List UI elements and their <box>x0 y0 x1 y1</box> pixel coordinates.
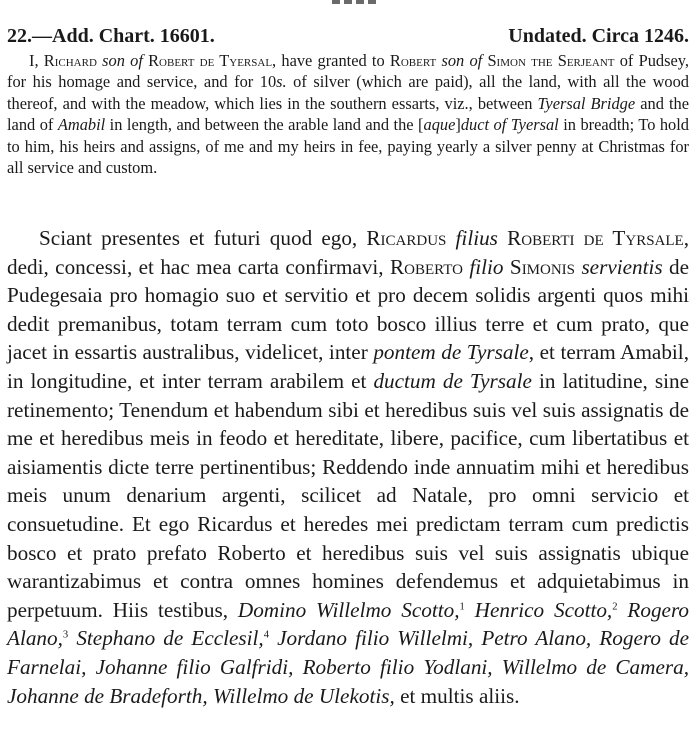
summary-name: Richard <box>43 51 97 70</box>
charter-date: Undated. Circa 1246. <box>508 25 689 47</box>
latin-text: et multis aliis. <box>394 683 520 708</box>
summary-text: ] <box>455 115 461 135</box>
latin-italic: filio <box>469 254 504 279</box>
summary-italic: Tyersal Bridge <box>537 93 636 113</box>
summary-text: in breadth; To hold to him, his heirs and assigns, of me and my heirs in fee, paying yearly a silver penny at Christmas for all service and custom. <box>7 115 690 178</box>
cropped-header-fragment <box>332 0 386 5</box>
summary-italic: duct of Tyersal <box>460 115 559 135</box>
latin-name: Ricardus <box>366 226 447 250</box>
charter-number: 22.—Add. Chart. 16601. <box>7 25 215 47</box>
latin-name: Roberto <box>389 254 463 279</box>
footnote-marker: 3 <box>62 629 69 641</box>
summary-name: Robert de Tyersal <box>148 51 273 70</box>
summary-text: and the land of <box>7 93 689 135</box>
witness-name: Stephano de Ecclesil, <box>76 626 264 651</box>
summary-italic: son of <box>102 51 143 70</box>
latin-name: Roberti de Tyrsale <box>507 226 684 250</box>
witness-name: Henrico Scotto, <box>474 597 613 622</box>
footnote-marker: 4 <box>263 629 270 641</box>
latin-name: Simonis <box>509 254 576 279</box>
charter-header <box>7 23 689 49</box>
english-summary <box>7 50 689 178</box>
summary-text: of Pudsey, for his homage and service, and for 10 <box>7 51 689 92</box>
latin-charter-text <box>7 224 689 710</box>
summary-italic: Amabil <box>57 115 106 135</box>
summary-name: Robert <box>389 51 437 70</box>
latin-text: , et terram Amabil, in longitudine, et inter terram arabilem et <box>7 340 689 393</box>
latin-italic: pontem de Tyrsale <box>373 340 529 365</box>
summary-text: , have granted to <box>272 51 390 70</box>
latin-italic: filius <box>455 226 498 250</box>
witness-name: Domino Willelmo Scotto, <box>237 597 460 622</box>
latin-text: Sciant presentes et futuri quod ego, <box>39 226 367 250</box>
latin-text: , dedi, concessi, et hac mea carta confirmavi, <box>7 226 690 279</box>
witness-list: Jordano filio Willelmi, Petro Alano, Rogero de Farnelai, Johanne filio Galfridi, Roberto filio Yodlani, Willelmo de Camera, Johanne de Bradeforth, Willelmo de Ulekotis, <box>7 626 690 708</box>
latin-italic: servientis <box>581 254 663 279</box>
summary-text: I, <box>29 51 44 70</box>
latin-text: in latitudine, sine retinemento; Tenendum et habendum sibi et heredibus suis vel suis assignatis de me et heredibus meis in feodo et hereditate, libere, pacifice, cum libertatibus et aisiamentis dicte terre pertinentibus; Reddendo inde annuatim mihi et heredibus meis unum denarium argenti, scilicet ad Natale, pro omni servicio et consuetudine. Et ego Ricardus et heredes mei predictam terram cum predictis bosco et prato prefato Roberto et heredibus suis vel suis assignatis ubique warantizabimus et contra omnes homines defendemus et adquietabimus in perpetuum. Hiis testibus, <box>7 368 689 622</box>
summary-italic: aque <box>423 115 456 135</box>
summary-italic: s. <box>276 72 287 92</box>
footnote-marker: 2 <box>612 601 618 613</box>
witness-name: Rogero Alano, <box>7 597 689 651</box>
summary-name: Simon the Serjeant <box>487 51 615 70</box>
footnote-marker: 1 <box>459 601 465 613</box>
latin-italic: ductum de Tyrsale <box>373 368 532 393</box>
summary-text: in length, and between the arable land and the [ <box>105 115 424 135</box>
summary-text: of silver (which are paid), all the land, with all the wood thereof, and with the meadow, which lies in the southern essarts, viz., between <box>7 72 690 113</box>
summary-italic: son of <box>441 51 483 70</box>
latin-text: de Pudegesaia pro homagio suo et servitio et pro decem solidis argenti quos mihi dedit premanibus, totam terram cum toto bosco illius terre et cum prato, que jacet in essartis australibus, videlicet, inter <box>7 254 690 365</box>
